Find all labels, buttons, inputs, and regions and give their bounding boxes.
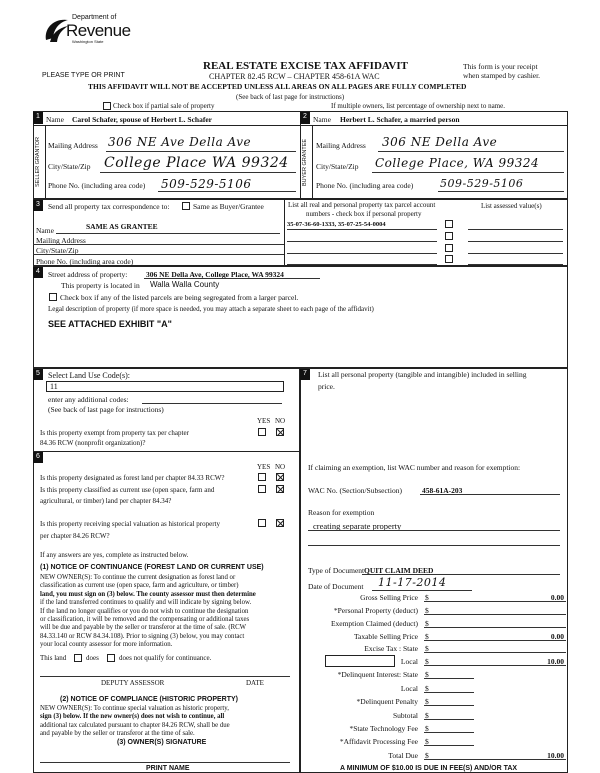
notice-1-body	[40, 574, 256, 650]
if-yes-instruction: If any answers are yes, complete as instructed below.	[40, 551, 189, 559]
notice-1-line: if the land transferred continues to qualify and will indicate by signing below.	[40, 599, 252, 607]
s3-name-value: SAME AS GRANTEE	[86, 222, 158, 231]
ledger-cur: $	[425, 657, 429, 666]
street-value: 306 NE Della Ave, College Place, WA 99324	[146, 270, 284, 279]
send-tax-label: Send all property tax correspondence to:	[48, 202, 170, 211]
land-use-value: 11	[50, 382, 58, 391]
located-label: This property is located in	[61, 281, 140, 290]
ledger-label-state-tax: Excise Tax : State	[364, 644, 418, 653]
buyer-side-label: BUYER GRANTEE	[302, 138, 308, 186]
personal-property-label-2: price.	[318, 382, 335, 391]
current-use-question-2: agricultural, or timber) land per chapter 84.34?	[40, 497, 172, 505]
buyer-mailing[interactable]: 306 NE Della Ave	[382, 135, 498, 149]
notice-2-body	[40, 705, 230, 739]
s3-mailing-label: Mailing Address	[36, 236, 86, 245]
warning-text: THIS AFFIDAVIT WILL NOT BE ACCEPTED UNLESS ALL AREAS ON ALL PAGES ARE FULLY COMPLETED	[88, 82, 467, 91]
s3-name-label: Name	[36, 226, 54, 235]
parcel-1-personal-checkbox[interactable]	[445, 220, 453, 228]
seller-mailing-label: Mailing Address	[48, 141, 98, 150]
exemption-claim-label: If claiming an exemption, list WAC number and reason for exemption:	[308, 463, 521, 472]
forest-question: Is this property designated as forest land per chapter 84.33 RCW?	[40, 474, 225, 482]
ledger-cur: $	[425, 697, 429, 706]
wac-value: 458-61A-203	[422, 486, 463, 495]
ledger-value-gross: 0.00	[550, 593, 564, 602]
s5-no-header: NO	[275, 417, 286, 425]
ledger-cur: $	[425, 632, 429, 641]
does-not-qualify-checkbox[interactable]	[107, 654, 115, 662]
seller-city[interactable]: College Place WA 99324	[104, 155, 289, 171]
ledger-label-tech-fee: *State Technology Fee	[349, 724, 418, 733]
please-type: PLEASE TYPE OR PRINT	[42, 72, 125, 79]
print-name-label: PRINT NAME	[146, 765, 190, 772]
doc-type-value: QUIT CLAIM DEED	[364, 566, 434, 575]
buyer-name-label: Name	[313, 115, 331, 124]
reason-value: creating separate property	[313, 521, 402, 531]
notice-2-line: NEW OWNER(S): To continue special valuation as historic property,	[40, 705, 229, 712]
seller-phone-label: Phone No. (including area code)	[48, 181, 146, 190]
see-back-header: (See back of last page for instructions)	[236, 93, 345, 101]
s3-phone-label: Phone No. (including area code)	[36, 257, 134, 266]
current-use-question-1: Is this property classified as current use (open space, farm and	[40, 486, 215, 494]
seller-name-label: Name	[46, 115, 64, 124]
multiple-owners-note: If multiple owners, list percentage of ownership next to name.	[331, 102, 505, 110]
parcel-numbers: 35-07-36-60-1333, 35-07-25-54-0004	[287, 221, 386, 228]
s6-no-header: NO	[275, 463, 286, 471]
parcel-2-personal-checkbox[interactable]	[445, 232, 453, 240]
section-4-marker: 4	[33, 267, 43, 278]
ledger-cur: $	[425, 644, 429, 653]
buyer-mailing-label: Mailing Address	[316, 141, 366, 150]
section-5-marker: 5	[33, 369, 43, 380]
this-land-label: This land	[40, 654, 67, 662]
notice-2-line: additional tax calculated pursuant to chapter 84.26 RCW, shall be due	[40, 721, 230, 729]
additional-codes-label: enter any additional codes:	[48, 395, 129, 404]
parcel-header-1: List all real and personal property tax parcel account	[288, 201, 436, 209]
same-as-buyer-label: Same as Buyer/Grantee	[193, 202, 264, 211]
notice-2-line: sign (3) below. If the new owner(s) does not wish to continue, all	[40, 713, 225, 721]
section-3-marker: 3	[33, 200, 43, 211]
ledger-value-local-tax: 10.00	[547, 657, 564, 666]
deputy-date-label: DATE	[246, 679, 264, 687]
does-label: does	[86, 654, 99, 662]
ledger-label-total: Total Due	[388, 751, 418, 760]
section-2-marker: 2	[300, 112, 310, 124]
historic-yes-checkbox[interactable]	[258, 519, 266, 527]
notice-1-line: will be due and payable by the seller or transferor at the time of sale. (RCW	[40, 624, 247, 632]
ledger-cur: $	[425, 751, 429, 760]
ledger-label-exemption: Exemption Claimed (deduct)	[330, 619, 418, 628]
ledger-value-total: 10.00	[547, 751, 564, 760]
ledger-label-taxable: Taxable Selling Price	[353, 632, 418, 641]
reason-label: Reason for exemption	[308, 508, 375, 517]
notice-1-line: NEW OWNER(S): To continue the current designation as forest land or	[40, 574, 236, 581]
receipt-line-2: when stamped by cashier.	[463, 71, 541, 80]
notice-1-title: (1) NOTICE OF CONTINUANCE (FOREST LAND OR CURRENT USE)	[40, 564, 264, 571]
ledger-label-interest-state: *Delinquent Interest: State	[337, 670, 418, 679]
wac-label: WAC No. (Section/Subsection)	[308, 486, 402, 495]
historic-question-2: per chapter 84.26 RCW?	[40, 532, 110, 540]
owner-signature-label: (3) OWNER(S) SIGNATURE	[117, 739, 207, 746]
ledger-label-penalty: *Delinquent Penalty	[356, 697, 418, 706]
legal-description-label: Legal description of property (if more space is needed, you may attach a separate sheet to each page of the affidavit)	[48, 305, 374, 313]
form-title: REAL ESTATE EXCISE TAX AFFIDAVIT	[203, 60, 408, 72]
deputy-assessor-label: DEPUTY ASSESSOR	[101, 679, 165, 687]
land-use-label: Select Land Use Code(s):	[48, 371, 130, 380]
section-1-marker: 1	[33, 112, 43, 124]
logo-state: Washington State	[72, 39, 104, 44]
exhibit-reference: SEE ATTACHED EXHIBIT "A"	[48, 319, 172, 329]
seller-phone[interactable]: 509-529-5106	[161, 177, 252, 191]
land-use-input[interactable]	[46, 381, 284, 392]
ledger-label-gross: Gross Selling Price	[360, 593, 418, 602]
exempt-no-checkbox[interactable]	[276, 428, 284, 436]
ledger-cur: $	[425, 606, 429, 615]
ledger-label-interest-local: Local	[400, 684, 418, 693]
ledger-cur: $	[425, 684, 429, 693]
notice-1-line: If the land no longer qualifies or you do not wish to continue the designation	[40, 607, 249, 615]
does-qualify-checkbox[interactable]	[74, 654, 82, 662]
seller-side-label: SELLER GRANTOR	[35, 136, 41, 188]
historic-question-1: Is this property receiving special valuation as historical property	[40, 520, 221, 528]
notice-2-title: (2) NOTICE OF COMPLIANCE (HISTORIC PROPERTY)	[60, 696, 238, 703]
forest-no-checkbox[interactable]	[276, 473, 284, 481]
forest-yes-checkbox[interactable]	[258, 473, 266, 481]
section-7-marker: 7	[300, 369, 310, 380]
notice-1-line: classification as current use (open space, farm and agriculture, or timber)	[40, 582, 239, 590]
doc-type-label: Type of Document	[308, 566, 365, 575]
partial-sale-label: Check box if partial sale of property	[113, 102, 215, 110]
logo-dept: Department of	[72, 14, 117, 21]
s5-see-back: (See back of last page for instructions)	[48, 405, 164, 414]
exempt-question-2: 84.36 RCW (nonprofit organization)?	[40, 439, 146, 447]
ledger-label-processing-fee: *Affidavit Processing Fee	[339, 737, 418, 746]
seller-mailing[interactable]: 306 NE Ave Della Ave	[108, 135, 252, 149]
form-chapter: CHAPTER 82.45 RCW – CHAPTER 458-61A WAC	[209, 72, 380, 81]
does-not-label: does not qualify for continuance.	[119, 654, 212, 662]
seller-city-label: City/State/Zip	[48, 162, 91, 171]
same-as-buyer-checkbox[interactable]	[182, 202, 190, 210]
section-6-marker: 6	[33, 452, 43, 463]
logo-name: Revenue	[66, 21, 131, 40]
personal-property-label-1: List all personal property (tangible and intangible) included in selling	[318, 370, 527, 379]
ledger-cur: $	[425, 724, 429, 733]
exempt-question-1: Is this property exempt from property tax per chapter	[40, 429, 189, 437]
assessed-header: List assessed value(s)	[481, 202, 542, 210]
segregated-checkbox[interactable]	[49, 293, 57, 301]
doc-date-label: Date of Document	[308, 582, 364, 591]
parcel-4-personal-checkbox[interactable]	[445, 255, 453, 263]
exempt-yes-checkbox[interactable]	[258, 428, 266, 436]
buyer-name: Herbert L. Schafer, a married person	[340, 115, 460, 124]
ledger-value-taxable: 0.00	[550, 632, 564, 641]
ledger-cur: $	[425, 593, 429, 602]
ledger-cur: $	[425, 737, 429, 746]
current-use-yes-checkbox[interactable]	[258, 485, 266, 493]
notice-1-line: land, you must sign on (3) below. The county assessor must then determine	[40, 590, 256, 598]
buyer-phone-label: Phone No. (including area code)	[316, 181, 414, 190]
segregated-label: Check box if any of the listed parcels are being segregated from a larger parcel.	[60, 293, 299, 302]
ledger-cur: $	[425, 670, 429, 679]
buyer-city-label: City/State/Zip	[316, 162, 359, 171]
s3-city-label: City/State/Zip	[36, 246, 79, 255]
notice-1-line: or classification, it will be removed and the compensating or additional taxes	[40, 616, 250, 624]
receipt-line-1: This form is your receipt	[463, 62, 538, 71]
ledger-cur: $	[425, 711, 429, 720]
parcel-header-2: numbers - check box if personal property	[306, 210, 422, 218]
ledger-cur: $	[425, 619, 429, 628]
ledger-label-subtotal: Subtotal	[392, 711, 418, 720]
notice-1-line: your local county assessor for more information.	[40, 641, 173, 649]
historic-no-checkbox[interactable]	[276, 519, 284, 527]
buyer-city[interactable]: College Place, WA 99324	[375, 156, 540, 170]
notice-1-line: 84.33.140 or RCW 84.34.108). Prior to signing (3) below, you may contact	[40, 632, 245, 640]
ledger-label-local-tax: Local	[400, 657, 418, 666]
s6-yes-header: YES	[257, 463, 271, 471]
doc-date-value[interactable]: 11-17-2014	[378, 576, 447, 589]
seller-name: Carol Schafer, spouse of Herbert L. Schafer	[72, 115, 212, 124]
buyer-phone[interactable]: 509-529-5106	[440, 177, 524, 190]
street-label: Street address of property:	[48, 270, 128, 279]
parcel-3-personal-checkbox[interactable]	[445, 244, 453, 252]
s5-yes-header: YES	[257, 417, 271, 425]
notice-2-line: and payable by the seller or transferor at the time of sale.	[40, 730, 195, 738]
ledger-label-personal: *Personal Property (deduct)	[333, 606, 418, 615]
located-value: Walla Walla County	[150, 280, 220, 289]
minimum-due-note: A MINIMUM OF $10.00 IS DUE IN FEE(S) AND/OR TAX	[340, 765, 518, 772]
current-use-no-checkbox[interactable]	[276, 485, 284, 493]
partial-sale-checkbox[interactable]	[103, 102, 111, 110]
